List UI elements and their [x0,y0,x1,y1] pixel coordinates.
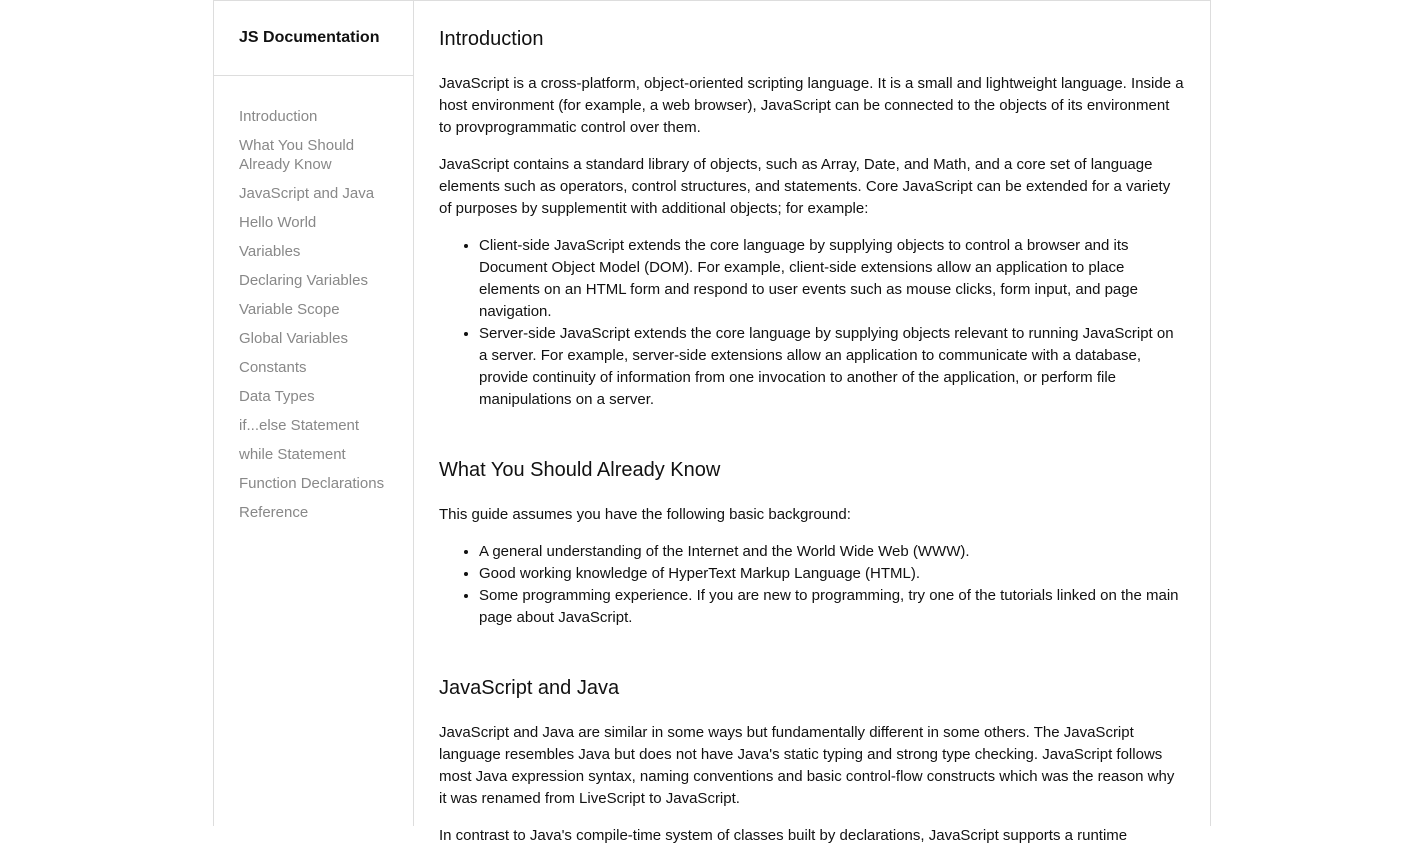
bullet-list [439,541,1185,629]
list-item: • A general understanding of the Internet and the World Wide Web (WWW). [479,541,1185,563]
nav-link-hello-world[interactable]: Hello World [239,214,317,231]
paragraph: JavaScript contains a standard library of objects, such as Array, Date, and Math, and a core set of language elements such as operators, control structures, and statements. Core JavaScript can be extended for a variety of purposes by supplementit with additional objects; for example: [439,156,1171,217]
page-container [213,0,1211,844]
nav-link-what-you-should-already-know[interactable]: What You Should Already Know [239,137,355,173]
section-what-you-should-already-know [439,426,1185,629]
paragraph: JavaScript and Java are similar in some ways but fundamentally different in some others. The JavaScript language resembles Java but does not have Java's static typing and strong type checking. JavaScript follows most Java expression syntax, naming conventions and basic control-flow constructs which was the reason why it was renamed from LiveScript to JavaScript. [439,724,1175,807]
nav-link-reference[interactable]: Reference [239,504,309,521]
section-introduction [439,1,1185,411]
nav-link-data-types[interactable]: Data Types [239,388,315,405]
paragraph: This guide assumes you have the following basic background: [439,506,851,523]
nav-link-javascript-and-java[interactable]: JavaScript and Java [239,185,375,202]
list-item: • Some programming experience. If you are new to programming, try one of the tutorials linked on the main page about JavaScript. [479,585,1185,629]
paragraph: JavaScript is a cross-platform, object-oriented scripting language. It is a small and lightweight language. Inside a host environment (for example, a web browser), JavaScript can be connected to the objects of its environment to provprogrammatic control over them. [439,75,1184,136]
nav-link-introduction[interactable]: Introduction [239,108,318,125]
section-heading: JavaScript and Java [439,677,620,699]
main-doc [414,1,1210,844]
navbar [214,1,414,826]
nav-link-variable-scope[interactable]: Variable Scope [239,301,340,318]
nav-link-constants[interactable]: Constants [239,359,307,376]
list-item: • Good working knowledge of HyperText Markup Language (HTML). [479,563,1185,585]
bullet-list [439,235,1185,411]
section-heading: What You Should Already Know [439,459,721,481]
section-javascript-and-java [439,644,1185,847]
list-item: • Server-side JavaScript extends the core language by supplying objects relevant to running JavaScript on a server. For example, server-side extensions allow an application to communicate with a database, provide continuity of information from one invocation to another of the application, or perform file manipulations on a server. [479,323,1185,411]
nav-link-if-else-statement[interactable]: if...else Statement [239,417,360,434]
section-heading: Introduction [439,28,544,50]
paragraph: In contrast to Java's compile-time system of classes built by declarations, JavaScript supports a runtime [439,827,1128,844]
navbar-title: JS Documentation [214,1,413,76]
nav-link-variables[interactable]: Variables [239,243,301,260]
nav-link-function-declarations[interactable]: Function Declarations [239,475,385,492]
nav-link-declaring-variables[interactable]: Declaring Variables [239,272,368,289]
list-item: • Client-side JavaScript extends the core language by supplying objects to control a browser and its Document Object Model (DOM). For example, client-side extensions allow an application to place elements on an HTML form and respond to user events such as mouse clicks, form input, and page navigation. [479,235,1185,323]
nav-link-while-statement[interactable]: while Statement [239,446,346,463]
nav-link-global-variables[interactable]: Global Variables [239,330,348,347]
nav-list [214,76,413,522]
